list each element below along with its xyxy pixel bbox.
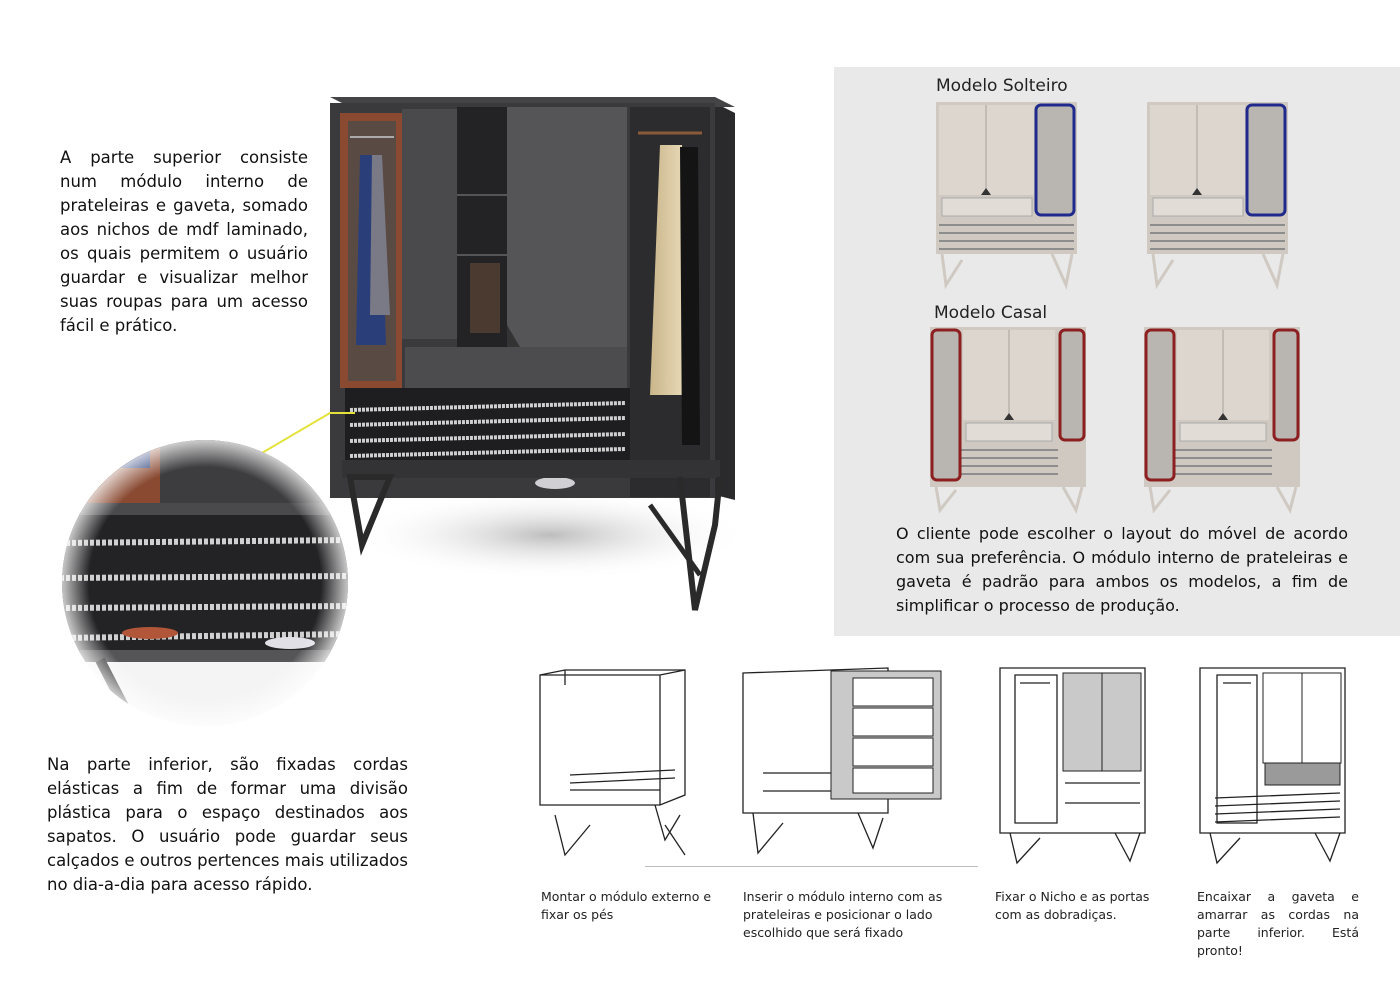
step-3-sketch — [995, 663, 1155, 873]
intro-paragraph: A parte superior consiste num módulo interno de prateleiras e gaveta, somado aos nichos de mdf laminado, os quais permitem o usuário guardar e visualizar melhor suas roupas para um acesso fácil e prático. — [60, 148, 308, 335]
step-1-caption: Montar o módulo externo e fixar os pés — [541, 889, 712, 922]
solteiro-model-right — [1145, 100, 1290, 290]
solteiro-model-left — [934, 100, 1079, 290]
zoom-detail-circle — [60, 438, 350, 728]
lower-paragraph: Na parte inferior, são fixadas cordas elásticas a fim de formar uma divisão plástica para o espaço destinados aos sapatos. O usuário pode guardar seus calçados e outros pertences mais utilizados no dia-a-dia para acesso rápido. — [47, 755, 408, 894]
step-4-sketch — [1195, 663, 1355, 873]
wardrobe-render — [320, 85, 760, 620]
modelo-solteiro-title: Modelo Solteiro — [936, 76, 1068, 96]
casal-model-right — [1142, 325, 1302, 515]
models-description: O cliente pode escolher o layout do móvel de acordo com sua preferência. O módulo interno de prateleiras e gaveta é padrão para ambos os modelos, a fim de simplificar o processo de produção. — [896, 524, 1348, 615]
modelo-casal-title: Modelo Casal — [934, 303, 1048, 323]
step-2-sketch — [738, 663, 948, 873]
step-4-caption: Encaixar a gaveta e amarrar as cordas na parte inferior. Está pronto! — [1197, 889, 1359, 958]
step-1-sketch — [535, 665, 695, 875]
casal-model-left — [928, 325, 1088, 515]
step-3-caption: Fixar o Nicho e as portas com as dobradiças. — [995, 889, 1150, 922]
step-2-caption: Inserir o módulo interno com as prateleiras e posicionar o lado escolhido que será fixado — [743, 889, 943, 940]
